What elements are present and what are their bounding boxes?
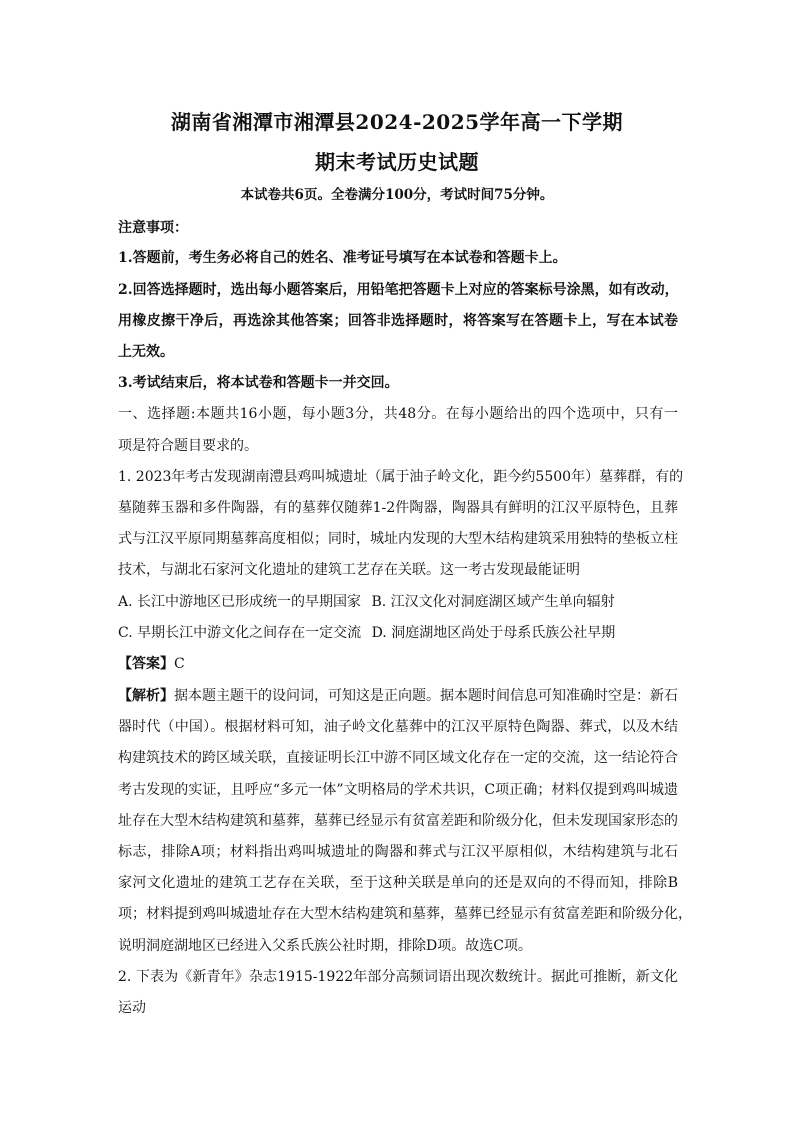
notice-item-2-line-2: 用橡皮擦干净后，再选涂其他答案；回答非选择题时，将答案写在答题卡上，写在本试卷 <box>118 313 678 329</box>
question-1-line-2: 墓随葬玉器和多件陶器，有的墓葬仅随葬1-2件陶器，陶器具有鲜明的江汉平原特色，且葬 <box>118 500 678 516</box>
answer-value: C <box>174 656 185 672</box>
analysis-line-7: 家河文化遗址的建筑工艺存在关联，至于这种关联是单向的还是双向的不得而知，排除B <box>118 875 678 891</box>
option-d: D. 洞庭湖地区尚处于母系氏族公社早期 <box>371 625 616 641</box>
section-1-line-2: 项是符合题目要求的。 <box>118 438 258 454</box>
analysis-label: 【解析】 <box>118 688 174 704</box>
answer-label: 【答案】 <box>118 656 174 672</box>
notice-item-2-line-3: 上无效。 <box>118 344 174 360</box>
answer-line <box>118 654 678 674</box>
question-1-line-1: 1. 2023年考古发现湖南澧县鸡叫城遗址（属于油子岭文化，距今约5500年）墓葬群，有的 <box>118 469 684 485</box>
question-1-options-row-2 <box>118 623 678 643</box>
option-a: A. 长江中游地区已形成统一的早期国家 <box>118 594 362 610</box>
exam-info: 本试卷共6页。全卷满分100分，考试时间75分钟。 <box>240 187 554 203</box>
section-1-line-1: 一、选择题:本题共16小题，每小题3分，共48分。在每小题给出的四个选项中，只有一 <box>118 406 678 422</box>
analysis-line-3: 构建筑技术的跨区域关联，直接证明长江中游不同区域文化存在一定的交流，这一结论符合 <box>118 750 678 766</box>
document-title-line-1: 湖南省湘潭市湘潭县2024-2025学年高一下学期 <box>170 110 624 134</box>
analysis-line-1 <box>118 686 678 706</box>
analysis-line-4: 考古发现的实证，且呼应“多元一体”文明格局的学术共识，C项正确；材料仅提到鸡叫城遗 <box>118 782 678 798</box>
analysis-line-2: 器时代（中国）。根据材料可知，油子岭文化墓葬中的江汉平原特色陶器、葬式，以及木结 <box>118 719 678 735</box>
analysis-line-5: 址存在大型木结构建筑和墓葬，墓葬已经显示有贫富差距和阶级分化，但未发现国家形态的 <box>118 813 678 829</box>
question-1-line-4: 技术，与湖北石家河文化遗址的建筑工艺存在关联。这一考古发现最能证明 <box>118 562 580 578</box>
question-2-line-2: 运动 <box>118 1000 146 1016</box>
question-2-line-1: 2. 下表为《新青年》杂志1915-1922年部分高频词语出现次数统计。据此可推断，新文化 <box>118 969 678 985</box>
option-c: C. 早期长江中游文化之间存在一定交流 <box>118 625 362 641</box>
question-1-line-3: 式与江汉平原同期墓葬高度相似；同时，城址内发现的大型木结构建筑采用独特的垫板立柱 <box>118 531 678 547</box>
analysis-text-1: 据本题主题干的设问词，可知这是正向题。据本题时间信息可知准确时空是：新石 <box>174 688 678 704</box>
analysis-line-6: 标志，排除A项；材料指出鸡叫城遗址的陶器和葬式与江汉平原相似，木结构建筑与北石 <box>118 844 678 860</box>
analysis-line-9: 说明洞庭湖地区已经进入父系氏族公社时期，排除D项。故选C项。 <box>118 938 532 954</box>
option-b: B. 江汉文化对洞庭湖区域产生单向辐射 <box>371 594 615 610</box>
question-1-options-row-1 <box>118 592 678 612</box>
notice-item-1: 1.答题前，考生务必将自己的姓名、准考证号填写在本试卷和答题卡上。 <box>118 250 567 266</box>
notice-item-3: 3.考试结束后，将本试卷和答题卡一并交回。 <box>118 375 399 391</box>
analysis-line-8: 项；材料提到鸡叫城遗址存在大型木结构建筑和墓葬，墓葬已经显示有贫富差距和阶级分化， <box>118 906 692 922</box>
notice-item-2-line-1: 2.回答选择题时，选出每小题答案后，用铅笔把答题卡上对应的答案标号涂黑，如有改动， <box>118 282 679 298</box>
document-title-line-2: 期末考试历史试题 <box>315 150 479 174</box>
notice-heading: 注意事项： <box>118 220 188 236</box>
